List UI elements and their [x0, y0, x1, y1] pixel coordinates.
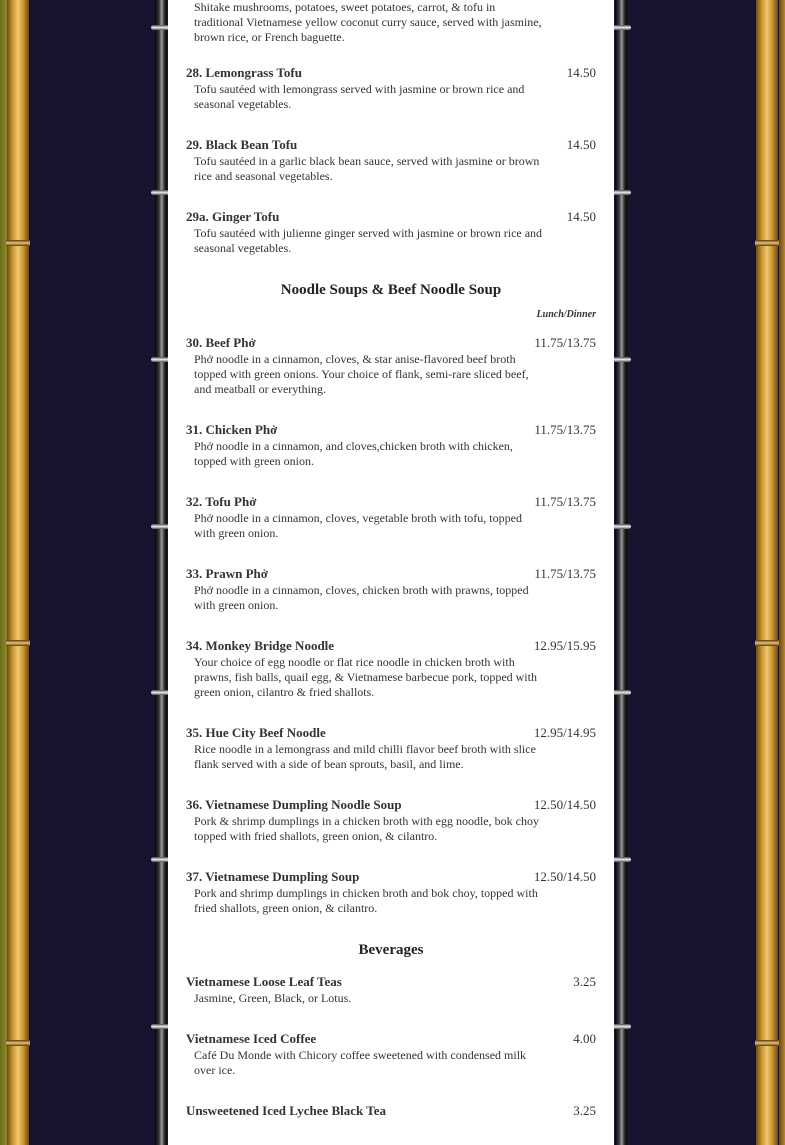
item-price: 14.50	[566, 209, 596, 224]
item-price: 14.50	[566, 65, 596, 80]
item-price: 11.75/13.75	[534, 494, 596, 509]
item-name: 32. Tofu Phở	[186, 494, 257, 509]
bamboo-node	[755, 640, 779, 646]
bamboo-node	[755, 1040, 779, 1046]
item-name: 33. Prawn Phở	[186, 566, 268, 581]
item-name: 29. Black Bean Tofu	[186, 137, 298, 152]
left-edge-border	[0, 0, 7, 1145]
item-name: 28. Lemongrass Tofu	[186, 65, 302, 80]
item-price: 12.95/14.95	[533, 725, 596, 740]
item-name: 31. Chicken Phở	[186, 422, 278, 437]
bamboo-node	[611, 524, 631, 529]
item-description: Jasmine, Green, Black, or Lotus.	[194, 991, 352, 1005]
item-description: Phở noodle in a cinnamon, and cloves,chicken broth with chicken, topped with green onion.	[194, 439, 513, 468]
bamboo-node	[611, 1024, 631, 1029]
item-description: Shitake mushrooms, potatoes, sweet potatoes, carrot, & tofu in traditional Vietnamese yellow coconut curry sauce, served with jasmine, brown rice, or French baguette.	[194, 0, 542, 44]
section-title-beverages: Beverages	[358, 942, 424, 958]
item-description: Pork & shrimp dumplings in a chicken broth with egg noodle, bok choy topped with fried shallots, green onion, & cilantro.	[194, 814, 539, 843]
bamboo-node	[6, 1040, 30, 1046]
item-name: Unsweetened Iced Lychee Black Tea	[186, 1103, 387, 1118]
item-description: Café Du Monde with Chicory coffee sweetened with condensed milk over ice.	[194, 1048, 527, 1077]
item-price: 3.25	[573, 1103, 596, 1118]
item-description: Rice noodle in a lemongrass and mild chilli flavor beef broth with slice flank served with a side of bean sprouts, basil, and lime.	[194, 742, 536, 771]
item-name: Vietnamese Loose Leaf Teas	[186, 974, 342, 989]
price-column-header: Lunch/Dinner	[536, 309, 596, 320]
item-name: 34. Monkey Bridge Noodle	[186, 638, 335, 653]
item-price: 11.75/13.75	[534, 335, 596, 350]
item-name: 30. Beef Phở	[186, 335, 256, 350]
item-price: 14.50	[566, 137, 596, 152]
item-description: Pork and shrimp dumplings in chicken broth and bok choy, topped with fried shallots, green onion, & cilantro.	[194, 886, 538, 915]
right-outer-bamboo-decoration	[756, 0, 778, 1145]
item-description: Phở noodle in a cinnamon, cloves, vegetable broth with tofu, topped with green onion.	[194, 511, 522, 540]
item-name: 35. Hue City Beef Noodle	[186, 725, 326, 740]
item-description: Tofu sautéed with lemongrass served with jasmine or brown rice and seasonal vegetables.	[194, 82, 525, 111]
item-description: Phở noodle in a cinnamon, cloves, chicken broth with prawns, topped with green onion.	[194, 583, 529, 612]
left-inner-bamboo-decoration	[155, 0, 167, 1145]
item-name: 29a. Ginger Tofu	[186, 209, 280, 224]
bamboo-node	[755, 240, 779, 246]
bamboo-node	[611, 857, 631, 862]
item-price: 11.75/13.75	[534, 566, 596, 581]
item-name: Vietnamese Iced Coffee	[186, 1031, 317, 1046]
item-description: Tofu sautéed in a garlic black bean sauce, served with jasmine or brown rice and seasonal vegetables.	[194, 154, 540, 183]
right-edge-border	[779, 0, 785, 1145]
item-name: 36. Vietnamese Dumpling Noodle Soup	[186, 797, 402, 812]
bamboo-node	[6, 640, 30, 646]
item-price: 4.00	[573, 1031, 596, 1046]
section-title-noodle-soups: Noodle Soups & Beef Noodle Soup	[280, 282, 502, 298]
item-price: 11.75/13.75	[534, 422, 596, 437]
bamboo-node	[611, 25, 631, 30]
item-price: 3.25	[573, 974, 596, 989]
item-description: Tofu sautéed with julienne ginger served with jasmine or brown rice and seasonal vegetables.	[194, 226, 543, 255]
item-description: Your choice of egg noodle or flat rice noodle in chicken broth with prawns, fish balls, quail egg, & Vietnamese barbecue pork, topped with green onion, cilantro & fried shallots.	[194, 655, 537, 699]
right-inner-bamboo-decoration	[615, 0, 627, 1145]
item-price: 12.50/14.50	[533, 869, 596, 884]
item-price: 12.95/15.95	[533, 638, 596, 653]
left-outer-bamboo-decoration	[7, 0, 29, 1145]
bamboo-node	[611, 190, 631, 195]
item-description: Phở noodle in a cinnamon, cloves, & star anise-flavored beef broth topped with green onions. Your choice of flank, semi-rare sliced beef, and meatball or everything.	[194, 352, 529, 396]
item-price: 12.50/14.50	[533, 797, 596, 812]
bamboo-node	[6, 240, 30, 246]
bamboo-node	[611, 690, 631, 695]
bamboo-node	[611, 357, 631, 362]
item-name: 37. Vietnamese Dumpling Soup	[186, 869, 360, 884]
